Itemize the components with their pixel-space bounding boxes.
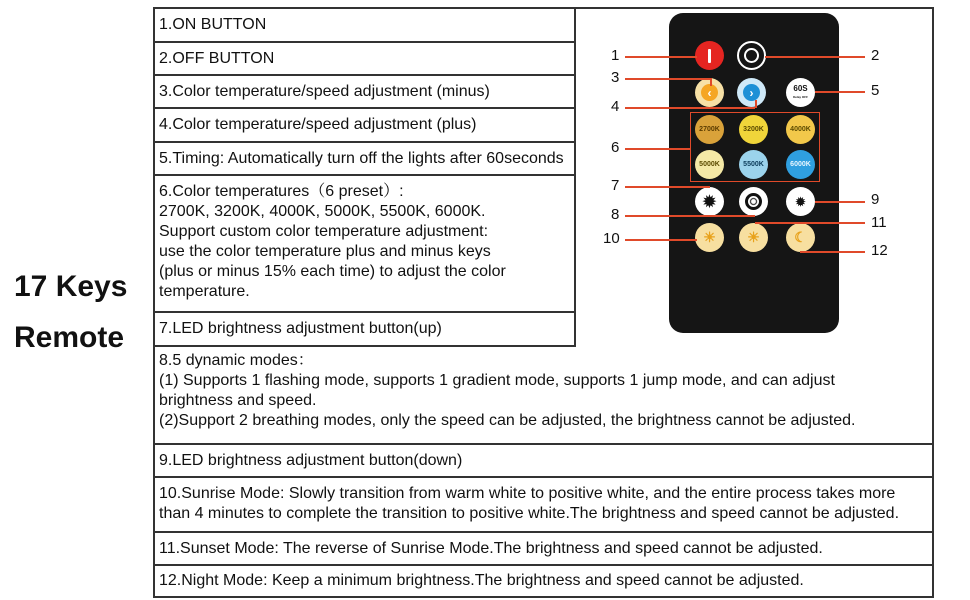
row-12: 12.Night Mode: Keep a minimum brightness.The brightness and speed cannot be adjusted. [159, 572, 804, 589]
timer-label: 60S [793, 83, 808, 93]
side-title-line2: Remote [14, 321, 125, 354]
row-11: 11.Sunset Mode: The reverse of Sunrise Mode.The brightness and speed cannot be adjusted. [155, 533, 932, 566]
sunrise-button[interactable] [695, 223, 724, 252]
callout-9: 9 [871, 191, 880, 208]
film-reel-icon [745, 193, 762, 210]
leader-5 [815, 91, 865, 93]
callout-1: 1 [611, 47, 620, 64]
callout-4: 4 [611, 98, 620, 115]
leader-10 [625, 239, 697, 241]
leader-3-drop [710, 78, 712, 86]
leader-12 [800, 251, 865, 253]
off-button[interactable] [737, 41, 766, 70]
timer-sublabel: Delay OFF [793, 94, 808, 99]
color-temp-5000k-label: 5000K [699, 161, 720, 168]
callout-2: 2 [871, 47, 880, 64]
sun-small-icon: ✹ [795, 194, 806, 209]
brightness-up-button[interactable] [695, 187, 724, 216]
callout-3: 3 [611, 69, 620, 86]
callout-12: 12 [871, 242, 888, 259]
callout-6: 6 [611, 139, 620, 156]
color-temp-5500k-label: 5500K [743, 161, 764, 168]
moon-icon: ☾ [794, 229, 807, 245]
power-icon [708, 49, 711, 63]
callout-8: 8 [611, 206, 620, 223]
color-temp-2700k-label: 2700K [699, 126, 720, 133]
sunrise-icon: ☀ [703, 229, 716, 245]
callout-10: 10 [603, 230, 620, 247]
off-ring-icon [744, 48, 759, 63]
row-4: 4.Color temperature/speed adjustment (plus) [155, 109, 574, 143]
sunset-button[interactable] [739, 223, 768, 252]
callout-7: 7 [611, 177, 620, 194]
color-temp-group-frame [690, 112, 820, 182]
leader-7 [625, 186, 710, 188]
row-2: 2.OFF BUTTON [155, 43, 574, 76]
leader-4-up [755, 100, 757, 108]
side-title-line1: 17 Keys [14, 270, 128, 303]
chevron-right-icon: › [743, 84, 760, 101]
row-10: 10.Sunrise Mode: Slowly transition from warm white to positive white, and the entire process takes more than 4 minutes to complete the transition to positive white.The brightness and speed cannot be adjusted. [155, 478, 932, 533]
sunset-icon: ☀ [747, 229, 760, 245]
color-temp-4000k-label: 4000K [790, 126, 811, 133]
timer-button[interactable] [786, 78, 815, 107]
row-3: 3.Color temperature/speed adjustment (minus) [155, 76, 574, 109]
leader-4 [625, 107, 755, 109]
row-8: 8.5 dynamic modes： (1) Supports 1 flashing mode, supports 1 gradient mode, supports 1 jump mode, and can adjust brightness and speed. (2)Support 2 breathing modes, only the speed can be adjusted, the brightness cannot be adjusted. [155, 347, 932, 445]
leader-11 [755, 222, 865, 224]
sun-large-icon: ✹ [702, 193, 717, 211]
leader-1 [625, 56, 697, 58]
row-7: 7.LED brightness adjustment button(up) [155, 313, 574, 347]
row-9: 9.LED brightness adjustment button(down) [155, 445, 932, 478]
callout-11: 11 [871, 214, 887, 231]
callout-5: 5 [871, 82, 880, 99]
on-button[interactable] [695, 41, 724, 70]
dynamic-mode-button[interactable] [739, 187, 768, 216]
leader-8 [625, 215, 755, 217]
leader-6 [625, 148, 690, 150]
plus-button[interactable] [737, 78, 766, 107]
row-6: 6.Color temperatures（6 preset）: 2700K, 3200K, 4000K, 5000K, 5500K, 6000K. Support custom color temperature adjustment: use the color temperature plus and minus keys (plus or minus 15% each time) to adjust the color temperature. [155, 176, 574, 313]
leader-9 [815, 201, 865, 203]
row-1: 1.ON BUTTON [155, 9, 574, 43]
brightness-down-button[interactable] [786, 187, 815, 216]
row-5: 5.Timing: Automatically turn off the lights after 60seconds [155, 143, 574, 176]
color-temp-3200k-label: 3200K [743, 126, 764, 133]
color-temp-6000k-label: 6000K [790, 161, 811, 168]
night-mode-button[interactable] [786, 223, 815, 252]
chevron-left-icon: ‹ [701, 84, 718, 101]
column-divider [574, 9, 576, 347]
leader-3 [625, 78, 710, 80]
leader-2 [765, 56, 865, 58]
